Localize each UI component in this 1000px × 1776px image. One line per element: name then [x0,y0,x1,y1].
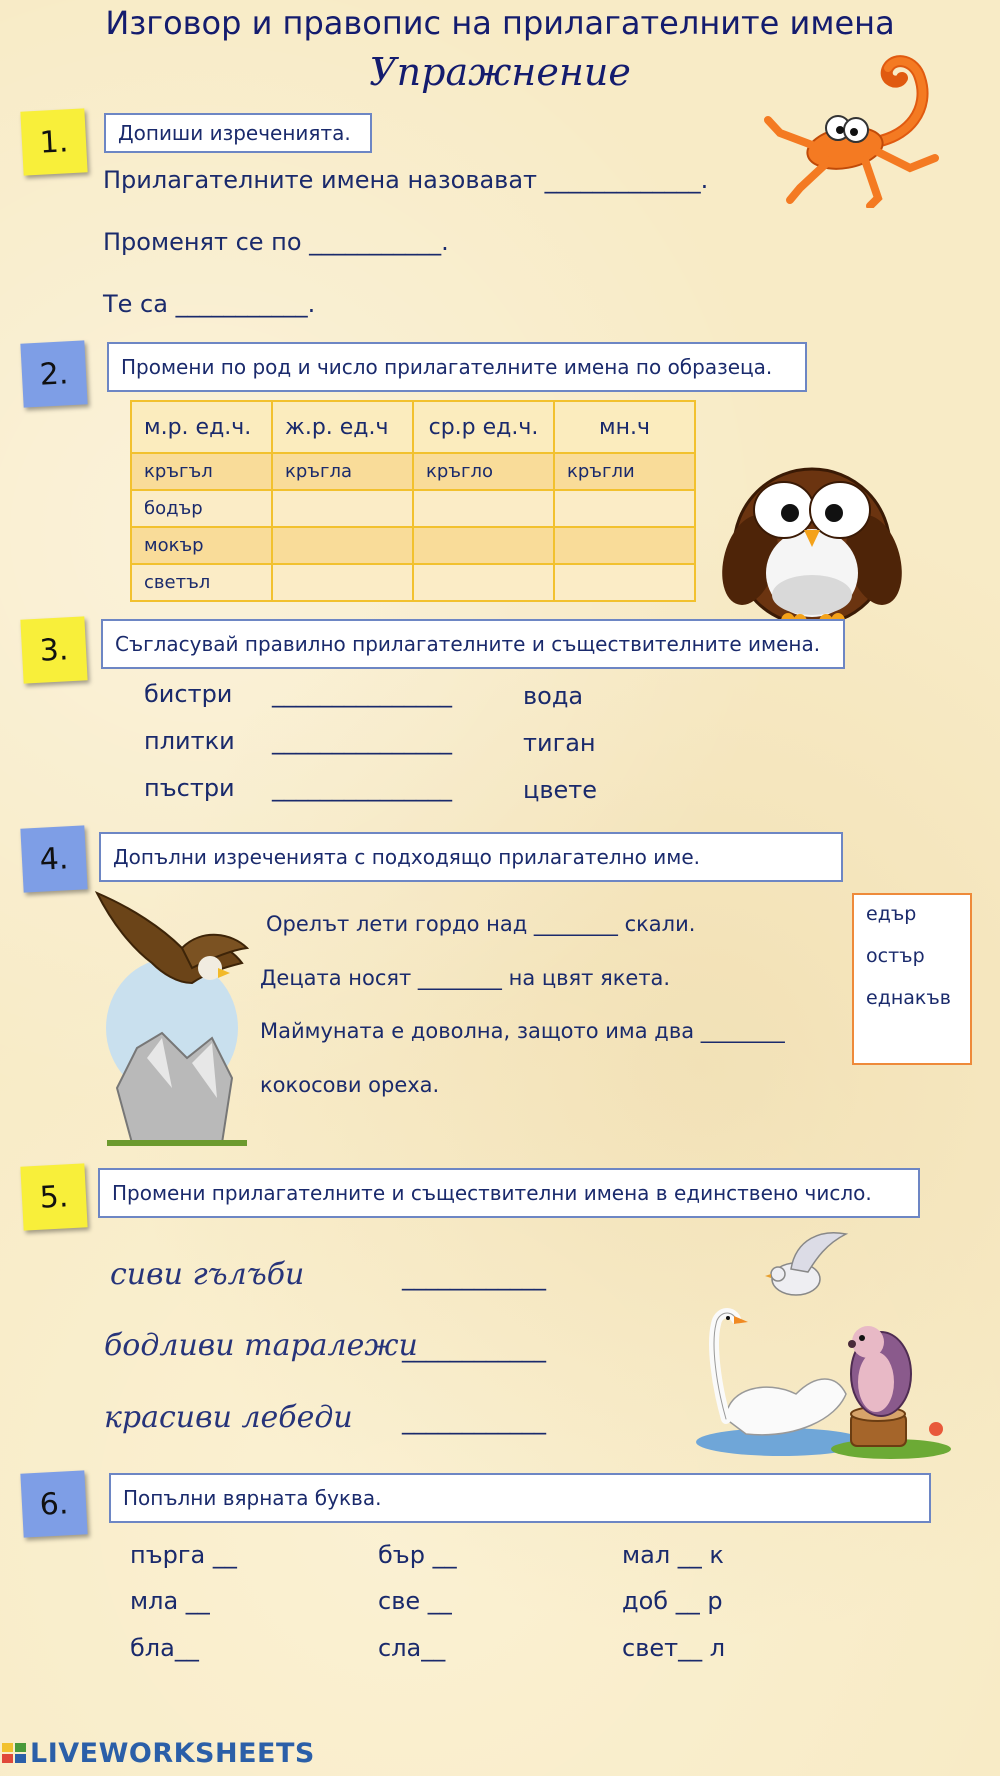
answer-blank[interactable]: ____________ [402,1407,546,1435]
liveworksheets-logo[interactable] [0,1738,315,1769]
table-cell: кръгли [554,453,695,490]
answer-cell[interactable] [413,527,554,564]
exercise-4-sentence: Орелът лети гордо над ________ скали. [266,912,696,936]
exercise-4-sentence: Децата носят ________ на цвят якета. [260,966,671,990]
exercise-2-badge: 2. [20,340,87,407]
animals-illustration [686,1224,956,1464]
exercise-4-sentence: Маймуната е доволна, защото има два ________ [260,1019,785,1043]
answer-cell[interactable] [272,527,413,564]
exercise-4-badge: 4. [20,825,87,892]
table-header: ж.р. ед.ч [272,401,413,453]
table-row [131,527,695,564]
exercise-2-task: Промени по род и число прилагателните имена по образеца. [107,342,807,392]
exercise-4-task: Допълни изреченията с подходящо прилагателно име. [99,832,843,882]
answer-blank[interactable]: ____________ [402,1335,546,1363]
missing-letter-word[interactable]: пърга __ [130,1541,237,1569]
exercise-1-badge: 1. [20,108,87,175]
word-bank-item[interactable]: едър [866,903,917,925]
word-bank-item[interactable]: остър [866,945,925,967]
noun-word: тиган [523,729,596,757]
missing-letter-word[interactable]: бла__ [130,1634,199,1662]
table-cell: кръгла [272,453,413,490]
answer-blank[interactable]: ____________ [402,1263,546,1291]
noun-word: цвете [523,776,597,804]
answer-cell[interactable] [554,490,695,527]
word-bank [852,893,972,1065]
phrase-to-change: бодливи таралежи [104,1328,418,1363]
logo-text: LIVEWORKSHEETS [30,1738,315,1769]
adjective-word: пъстри [144,774,235,802]
missing-letter-word[interactable]: бър __ [378,1541,457,1569]
exercise-1-task: Допиши изреченията. [104,113,372,153]
answer-cell[interactable] [554,527,695,564]
answer-cell[interactable] [413,490,554,527]
exercise-3-task: Съгласувай правилно прилагателните и съществителните имена. [101,619,845,669]
table-row [131,453,695,490]
liveworksheets-logo-icon [0,1741,30,1765]
table-cell: бодър [131,490,272,527]
answer-cell[interactable] [554,564,695,601]
table-row [131,490,695,527]
swan-illustration [696,1313,866,1456]
exercise-6-badge: 6. [20,1470,87,1537]
answer-cell[interactable] [272,490,413,527]
dove-illustration [765,1233,846,1295]
table-cell: кръгло [413,453,554,490]
answer-blank[interactable]: _______________ [272,680,452,708]
missing-letter-word[interactable]: све __ [378,1587,452,1615]
adjective-word: бистри [144,680,233,708]
word-bank-item[interactable]: еднакъв [866,987,951,1009]
exercise-3-badge: 3. [20,616,87,683]
table-cell: кръгъл [131,453,272,490]
lizard-illustration [760,48,960,208]
answer-cell[interactable] [272,564,413,601]
answer-blank[interactable]: _______________ [272,774,452,802]
missing-letter-word[interactable]: свет__ л [622,1634,726,1662]
eagle-illustration [92,888,252,1148]
table-cell: мокър [131,527,272,564]
page-subtitle: Упражнение [369,50,631,94]
phrase-to-change: красиви лебеди [104,1400,353,1435]
missing-letter-word[interactable]: мла __ [130,1587,210,1615]
exercise-4-sentence: кокосови ореха. [260,1073,440,1097]
adjective-table [130,400,696,602]
exercise-6-task: Попълни вярната буква. [109,1473,931,1523]
exercise-1-line: Те са ___________. [103,290,316,318]
missing-letter-word[interactable]: доб __ р [622,1587,723,1615]
page-title: Изговор и правопис на прилагателните имена [105,4,895,42]
table-header: м.р. ед.ч. [131,401,272,453]
table-cell: светъл [131,564,272,601]
owl-illustration [722,455,902,630]
adjective-word: плитки [144,727,235,755]
exercise-1-line: Прилагателните имена назовават _____________. [103,166,709,194]
exercise-1-line: Променят се по ___________. [103,228,449,256]
answer-blank[interactable]: _______________ [272,727,452,755]
table-header: ср.р ед.ч. [413,401,554,453]
table-row [131,564,695,601]
missing-letter-word[interactable]: сла__ [378,1634,446,1662]
table-header-row [131,401,695,453]
noun-word: вода [523,682,584,710]
answer-cell[interactable] [413,564,554,601]
exercise-5-task: Промени прилагателните и съществителни имена в единствено число. [98,1168,920,1218]
table-header: мн.ч [554,401,695,453]
phrase-to-change: сиви гълъби [110,1257,305,1292]
exercise-5-badge: 5. [20,1163,87,1230]
missing-letter-word[interactable]: мал __ к [622,1541,724,1569]
